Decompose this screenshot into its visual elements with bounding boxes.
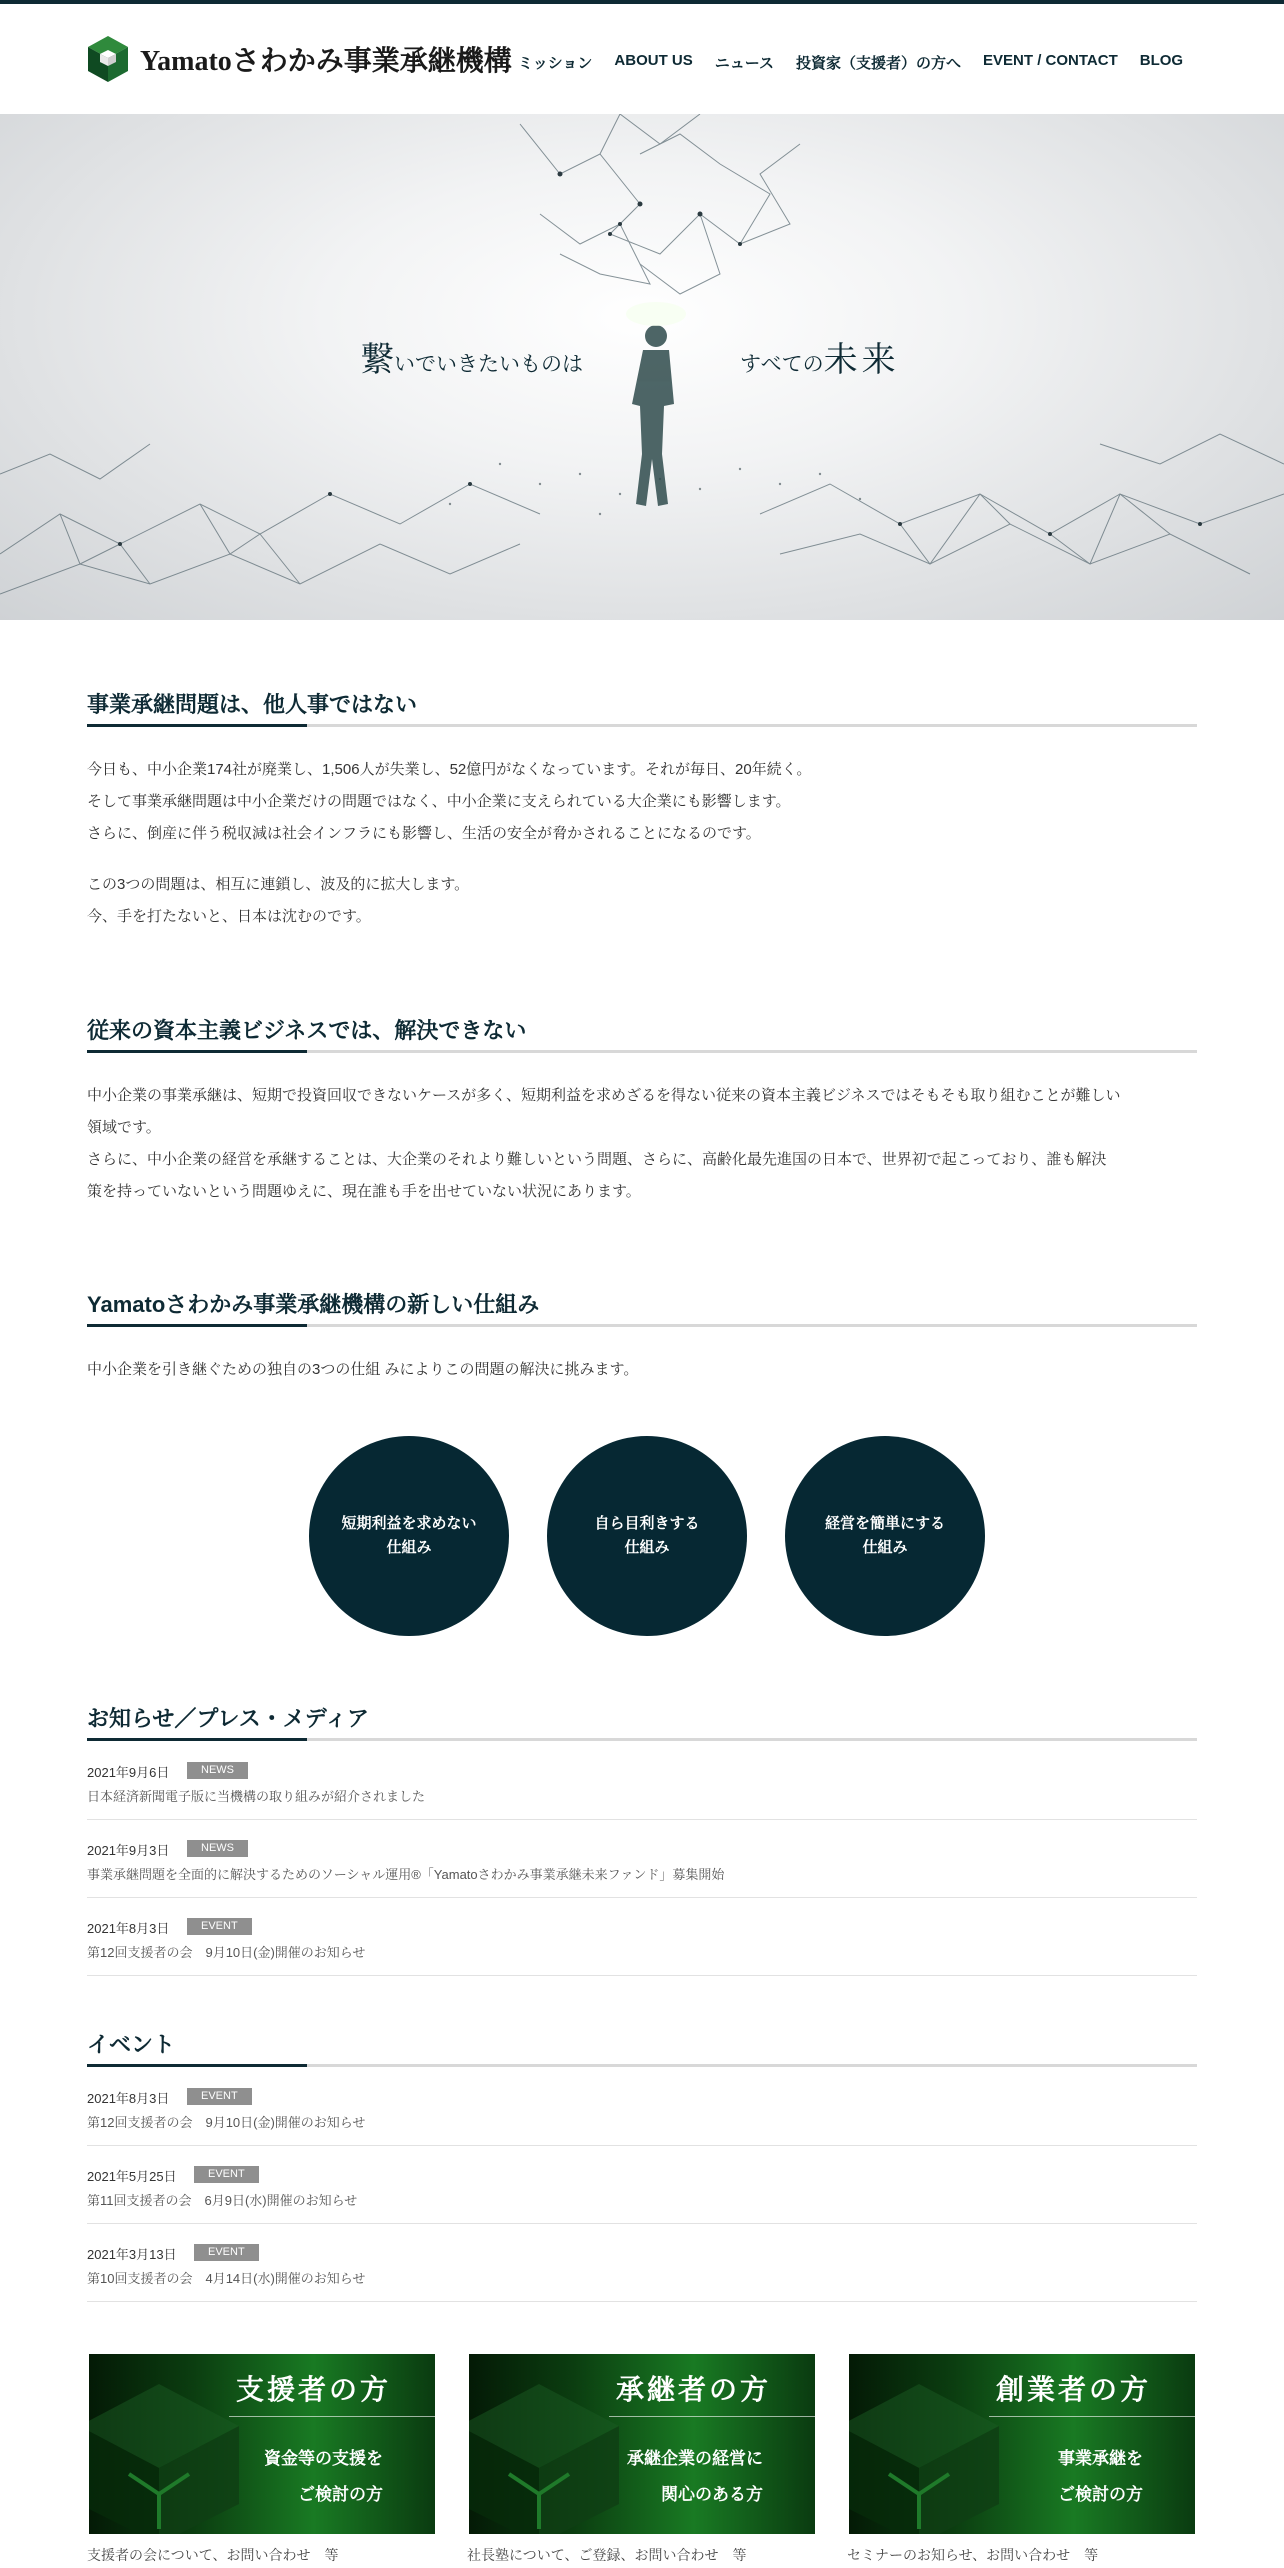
banner-supporters[interactable] [89,2354,435,2534]
event-badge: EVENT [187,2088,252,2105]
banner-subtitle: ご検討の方 [1058,2485,1143,2504]
site-header [0,4,1284,114]
main-nav [518,52,1205,73]
event-badge: EVENT [194,2244,259,2261]
banner-divider [229,2416,435,2417]
event-item[interactable] [87,2224,1197,2302]
banner-caption: 社長塾について、ご登録、お問い合わせ 等 [467,2547,747,2563]
capitalism-paragraph: 中小企業の事業承継は、短期で投資回収できないケースが多く、短期利益を求めざるを得ない従来の資本主義ビジネスではそもそも取り組むことが難しい 領域です。 さらに、中小企業の経営を承継することは、大企業のそれより難しいという問題、さらに、高齢化最先進国の日本で、世界初で起こっており、誰も解決 策を持っていないという問題ゆえに、現在誰も手を出せていない状況にあります。 [87,1087,1121,1200]
news-item[interactable] [87,1898,1197,1976]
section-title-news: お知らせ／プレス・メディア [87,1706,370,1731]
hero-tagline-left: 繋いでいきたいものは [360,342,583,379]
logo-text: Yamatoさわかみ事業承継機構 [140,46,512,77]
news-title[interactable]: 日本経済新聞電子版に当機構の取り組みが紹介されました [87,1789,426,1804]
event-date: 2021年8月3日 [87,2091,170,2106]
event-badge: EVENT [194,2166,259,2183]
news-badge: EVENT [187,1918,252,1935]
event-item[interactable] [87,2146,1197,2224]
event-date: 2021年5月25日 [87,2169,177,2184]
banner-divider [609,2416,815,2417]
news-badge: NEWS [187,1840,248,1857]
banner-caption: 支援者の会について、お問い合わせ 等 [87,2547,339,2563]
news-title[interactable]: 事業承継問題を全面的に解決するためのソーシャル運用®「Yamatoさわかみ事業承継未来ファンド」募集開始 [87,1867,725,1882]
hero-banner [0,114,1284,620]
new-system-lead: 中小企業を引き継ぐための独自の3つの仕組 みによりこの問題の解決に挑みます。 [87,1361,639,1378]
section-title-events: イベント [87,2032,176,2057]
news-date: 2021年9月6日 [87,1765,170,1780]
nav-mission[interactable]: ミッション [518,55,593,72]
banner-subtitle: 承継企業の経営に [627,2449,763,2468]
event-item[interactable] [87,2068,1197,2146]
section-divider [87,1050,1197,1053]
banner-divider [989,2416,1195,2417]
hero-network-graphic [0,114,1284,620]
event-title[interactable]: 第10回支援者の会 4月14日(水)開催のお知らせ [87,2271,366,2286]
banner-subtitle: 資金等の支援を [264,2449,383,2468]
banner-subtitle: ご検討の方 [298,2485,383,2504]
banner-founders[interactable] [849,2354,1195,2534]
section-divider [87,1324,1197,1327]
section-title-capitalism: 従来の資本主義ビジネスでは、解決できない [87,1018,527,1043]
section-title-new-system: Yamatoさわかみ事業承継機構の新しい仕組み [87,1292,540,1317]
nav-event-contact[interactable]: EVENT / CONTACT [983,52,1118,69]
news-title[interactable]: 第12回支援者の会 9月10日(金)開催のお知らせ [87,1945,366,1960]
news-date: 2021年9月3日 [87,1843,170,1858]
mechanism-circle-simple-management[interactable]: 経営を簡単にする 仕組み [785,1436,985,1636]
news-badge: NEWS [187,1762,248,1779]
news-item[interactable] [87,1820,1197,1898]
banner-title: 承継者の方 [615,2375,771,2406]
walking-figure [632,325,674,506]
section-title-problem: 事業承継問題は、他人事ではない [87,692,418,717]
nav-blog[interactable]: BLOG [1139,52,1184,69]
event-title[interactable]: 第12回支援者の会 9月10日(金)開催のお知らせ [87,2115,366,2130]
mechanism-circle-self-evaluation[interactable]: 自ら目利きする 仕組み [547,1436,747,1636]
news-item[interactable] [87,1742,1197,1820]
banner-subtitle: 関心のある方 [661,2485,763,2504]
event-date: 2021年3月13日 [87,2247,177,2262]
section-divider [87,2064,1197,2067]
nav-about-us[interactable]: ABOUT US [614,52,693,69]
nav-news[interactable]: ニュース [714,55,775,72]
site-logo[interactable] [86,34,512,84]
problem-paragraph: 今日も、中小企業174社が廃業し、1,506人が失業し、52億円がなくなっています。それが毎日、20年続く。 そして事業承継問題は中小企業だけの問題ではなく、中小企業に支えられている大企業にも影響します。 さらに、倒産に伴う税収減は社会インフラにも影響し、生活の安全が脅かされることになるのです。 この3つの問題は、相互に連鎖し、波及的に拡大します。 今、手を打たないと、日本は沈むのです。 [87,761,812,925]
event-title[interactable]: 第11回支援者の会 6月9日(水)開催のお知らせ [87,2193,358,2208]
banner-subtitle: 事業承継を [1058,2449,1143,2468]
hero-tagline-right: すべての未来 [740,342,900,379]
news-date: 2021年8月3日 [87,1921,170,1936]
banner-title: 支援者の方 [235,2375,391,2406]
cube-logo-icon [86,34,130,84]
banner-title: 創業者の方 [995,2375,1151,2406]
section-divider [87,1738,1197,1741]
banner-successors[interactable] [469,2354,815,2534]
nav-investors[interactable]: 投資家（支援者）の方へ [796,55,962,72]
mechanism-circle-no-short-term[interactable]: 短期利益を求めない 仕組み [309,1436,509,1636]
banner-caption: セミナーのお知らせ、お問い合わせ 等 [847,2547,1099,2563]
section-divider [87,724,1197,727]
